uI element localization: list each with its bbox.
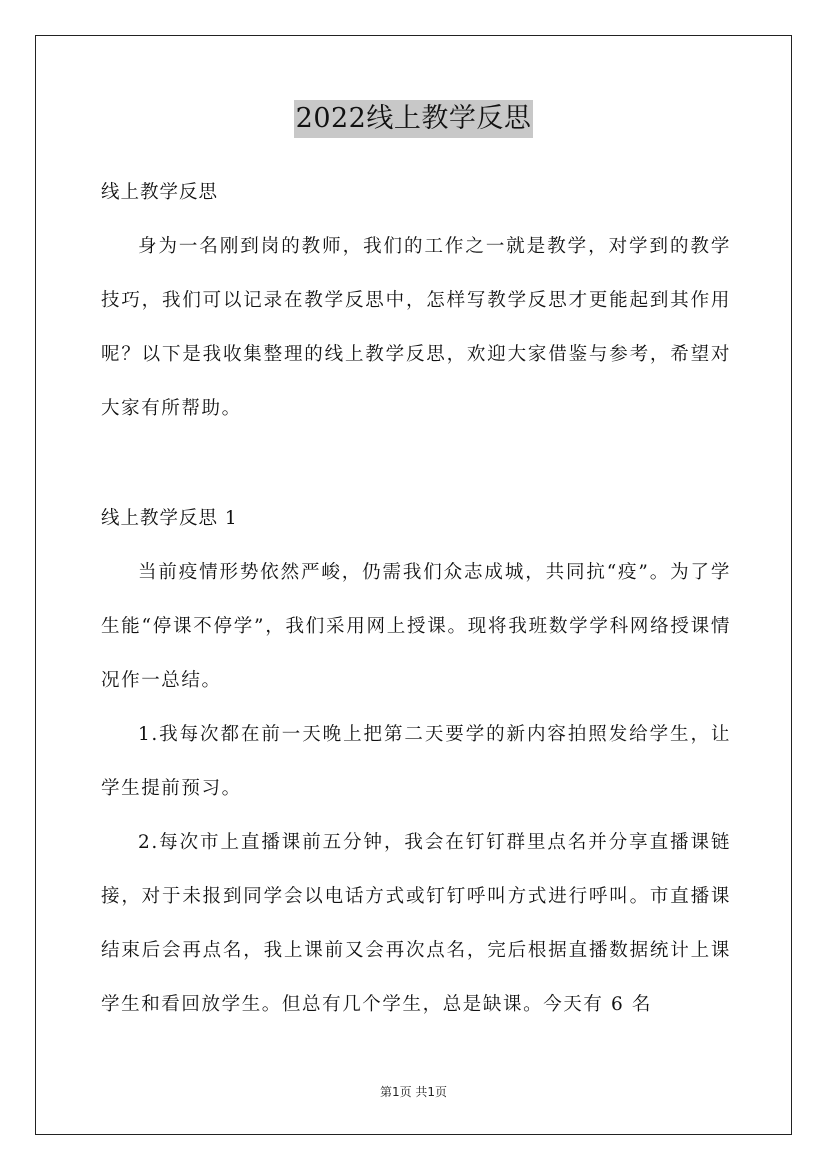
document-title: 2022线上教学反思 [294,100,534,138]
section-1-paragraph-2: 1.我每次都在前一天晚上把第二天要学的新内容拍照发给学生，让学生提前预习。 [101,724,731,799]
intro-paragraph: 身为一名刚到岗的教师，我们的工作之一就是教学，对学到的教学技巧，我们可以记录在教学反思中，怎样写教学反思才更能起到其作用呢？以下是我收集整理的线上教学反思，欢迎大家借鉴与参考，希望对大家有所帮助。 [101,236,731,419]
section-1-paragraph-3: 2.每次市上直播课前五分钟，我会在钉钉群里点名并分享直播课链接，对于未报到同学会以电话方式或钉钉呼叫方式进行呼叫。市直播课结束后会再点名，我上课前又会再次点名，完后根据直播数据统计上课学生和看回放学生。但总有几个学生，总是缺课。今天有 6 名 [101,832,731,1015]
section-1-paragraph-1: 当前疫情形势依然严峻，仍需我们众志成城，共同抗“疫”。为了学生能“停课不停学”，我们采用网上授课。现将我班数学学科网络授课情况作一总结。 [101,562,731,691]
intro-block [101,220,731,436]
intro-heading: 线上教学反思 [101,182,219,203]
title-container [0,100,827,138]
section-1-heading: 线上教学反思 1 [101,508,238,529]
page-footer: 第1页 共1页 [379,1085,448,1099]
section-1-body [101,546,731,1032]
